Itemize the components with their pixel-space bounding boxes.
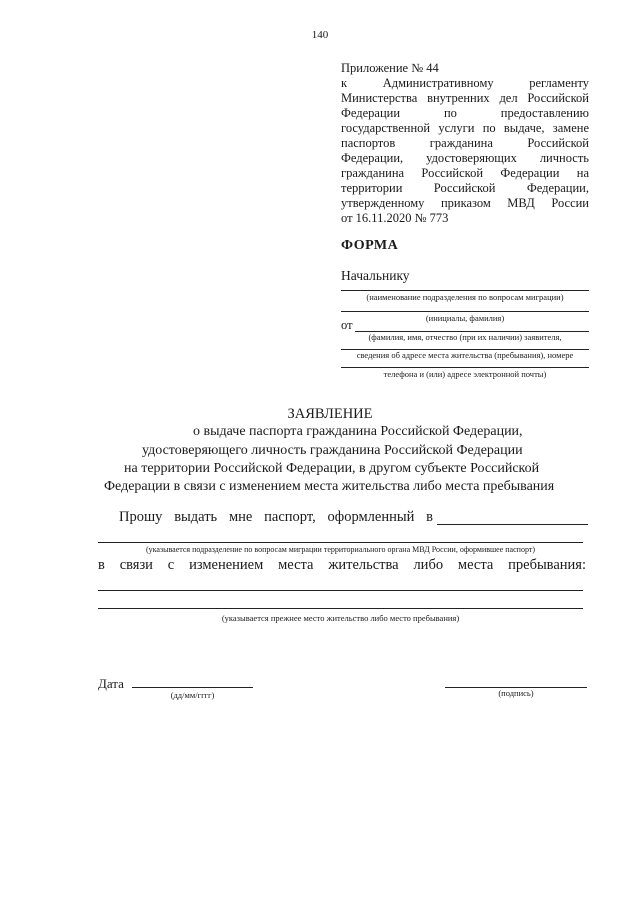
appendix-line: к Административному регламенту [341,76,589,90]
previous-place-line-1[interactable] [98,590,583,591]
appendix-line: паспортов гражданина Российской [341,136,589,150]
appendix-line: государственной услуги по выдаче, замене [341,121,589,135]
statement-subtitle-line: Федерации в связи с изменением места жительства либо места пребывания [104,479,555,494]
issuer-line[interactable] [98,542,583,543]
contacts-caption: телефона и (или) адресе электронной почты) [383,369,547,379]
initials-line[interactable] [341,311,589,312]
request-text: Прошу выдать мне паспорт, оформленный в [119,509,433,525]
addressee-head: Начальнику [341,268,410,283]
appendix-line: Министерства внутренних дел Российской [341,91,589,105]
from-label: от [341,318,353,332]
date-line[interactable] [132,687,253,688]
form-label: ФОРМА [341,238,399,253]
statement-title: ЗАЯВЛЕНИЕ [287,406,373,422]
page-number: 140 [311,29,329,41]
previous-place-caption: (указывается прежнее место жительство либо место пребывания) [221,613,460,623]
date-label: Дата [98,676,124,691]
statement-subtitle-line: на территории Российской Федерации, в другом субъекте Российской [124,461,540,476]
appendix-title: Приложение № 44 [341,61,439,75]
statement-subtitle-line: удостоверяющего личность гражданина Российской Федерации [142,443,523,458]
division-line[interactable] [341,290,589,291]
issuer-caption: (указывается подразделение по вопросам миграции территориального органа МВД России, оформившее паспорт) [145,545,535,554]
applicant-caption: (фамилия, имя, отчество (при их наличии) заявителя, [368,332,562,342]
appendix-line: территории Российской Федерации, [341,181,589,195]
appendix-line: гражданина Российской Федерации на [341,166,589,180]
contacts-line[interactable] [341,367,589,368]
date-caption: (дд/мм/гггг) [170,690,215,700]
statement-subtitle-line: о выдаче паспорта гражданина Российской Федерации, [193,424,523,439]
appendix-line: Федерации, удостоверяющих личность [341,151,589,165]
address-caption: сведения об адресе места жительства (пребывания), номере [356,350,574,360]
appendix-line: Федерации по предоставлению [341,106,589,120]
reason-text: в связи с изменением места жительства либо места пребывания: [98,557,586,573]
initials-caption: (инициалы, фамилия) [425,313,505,323]
issuer-inline-line[interactable] [437,524,588,525]
appendix-line: утвержденному приказом МВД России [341,196,589,210]
appendix-order-date: от 16.11.2020 № 773 [341,211,449,225]
previous-place-line-2[interactable] [98,608,583,609]
division-caption: (наименование подразделения по вопросам миграции) [366,292,564,302]
signature-caption: (подпись) [498,688,534,698]
